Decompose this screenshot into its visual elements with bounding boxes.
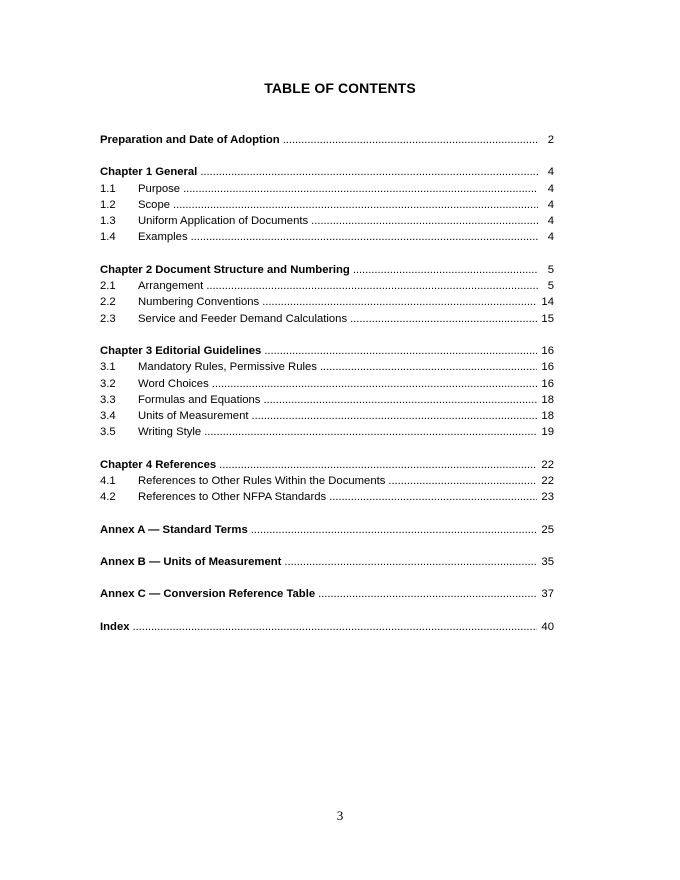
toc-entry-2-2[interactable] — [100, 294, 554, 310]
toc-entry-label: References to Other NFPA Standards — [138, 491, 327, 504]
toc-entry-index[interactable] — [100, 619, 554, 635]
dot-leader — [317, 359, 537, 375]
toc-entry-number: 1.1 — [100, 182, 116, 195]
toc-entry-3-2[interactable] — [100, 376, 554, 392]
toc-entry-preparation[interactable] — [100, 132, 554, 148]
dot-leader — [315, 586, 537, 602]
toc-entry-label: Service and Feeder Demand Calculations — [138, 312, 348, 325]
toc-entry-label: Writing Style — [138, 426, 202, 439]
toc-entry-3-1[interactable] — [100, 359, 554, 375]
toc-entry-page: 22 — [541, 458, 554, 471]
toc-entry-page: 4 — [547, 198, 554, 211]
toc-entry-page: 35 — [541, 555, 554, 568]
toc-entry-label: Index — [100, 620, 130, 633]
toc-entry-label: Annex B — Units of Measurement — [100, 555, 282, 568]
toc-entry-page: 5 — [547, 280, 554, 293]
dot-leader — [347, 311, 537, 327]
toc-entry-label: Examples — [138, 231, 188, 244]
dot-leader — [188, 229, 538, 245]
toc-entry-number: 3.2 — [100, 377, 116, 390]
toc-entry-label: Mandatory Rules, Permissive Rules — [138, 361, 317, 374]
toc-entry-number: 4.1 — [100, 475, 116, 488]
toc-entry-label: Formulas and Equations — [138, 393, 261, 406]
toc-entry-annex-a[interactable] — [100, 522, 554, 538]
toc-entry-page: 40 — [541, 620, 554, 633]
toc-entry-number: 4.2 — [100, 491, 116, 504]
toc-entry-label: Chapter 3 Editorial Guidelines — [100, 344, 262, 357]
toc-entry-page: 18 — [541, 410, 554, 423]
toc-entry-1-2[interactable] — [100, 197, 554, 213]
dot-leader — [385, 473, 537, 489]
toc-entry-page: 16 — [541, 377, 554, 390]
toc-entry-number: 3.1 — [100, 361, 116, 374]
toc-entry-label: Preparation and Date of Adoption — [100, 134, 280, 146]
toc-entry-number: 1.3 — [100, 215, 116, 228]
toc-entry-annex-c[interactable] — [100, 586, 554, 602]
dot-leader — [308, 213, 538, 229]
dot-leader — [170, 197, 538, 213]
toc-entry-label: Units of Measurement — [138, 410, 249, 423]
table-of-contents — [100, 132, 554, 635]
toc-entry-page: 2 — [547, 134, 554, 146]
toc-entry-page: 16 — [541, 344, 554, 357]
toc-entry-label: Purpose — [138, 182, 181, 195]
toc-entry-number: 2.2 — [100, 296, 116, 309]
toc-entry-page: 4 — [547, 215, 554, 228]
toc-entry-number: 1.4 — [100, 231, 116, 244]
toc-entry-1-4[interactable] — [100, 229, 554, 245]
dot-leader — [261, 343, 537, 359]
toc-entry-page: 15 — [541, 312, 554, 325]
toc-entry-4-1[interactable] — [100, 473, 554, 489]
toc-entry-chapter-4[interactable] — [100, 457, 554, 473]
toc-entry-label: Annex A — Standard Terms — [100, 523, 248, 536]
toc-entry-label: Word Choices — [138, 377, 209, 390]
toc-entry-number: 2.3 — [100, 312, 116, 325]
dot-leader — [203, 278, 538, 294]
footer-page-number: 3 — [336, 808, 344, 823]
dot-leader — [281, 554, 537, 570]
toc-entry-page: 25 — [541, 523, 554, 536]
toc-entry-page: 4 — [547, 166, 554, 179]
dot-leader — [249, 408, 538, 424]
dot-leader — [209, 376, 538, 392]
toc-entry-label: Scope — [138, 198, 171, 211]
toc-entry-label: Numbering Conventions — [138, 296, 260, 309]
toc-entry-annex-b[interactable] — [100, 554, 554, 570]
toc-entry-page: 5 — [547, 263, 554, 276]
dot-leader — [259, 294, 537, 310]
toc-entry-3-3[interactable] — [100, 392, 554, 408]
toc-entry-label: Arrangement — [138, 280, 204, 293]
toc-entry-page: 4 — [547, 231, 554, 244]
dot-leader — [130, 619, 538, 635]
dot-leader — [326, 489, 537, 505]
dot-leader — [180, 181, 538, 197]
dot-leader — [350, 262, 538, 278]
dot-leader — [280, 132, 538, 148]
dot-leader — [201, 424, 537, 440]
toc-entry-number: 3.3 — [100, 393, 116, 406]
toc-entry-label: Annex C — Conversion Reference Table — [100, 588, 316, 601]
toc-entry-number: 3.4 — [100, 410, 116, 423]
toc-entry-1-1[interactable] — [100, 181, 554, 197]
toc-entry-label: Chapter 1 General — [100, 166, 198, 179]
dot-leader — [248, 522, 538, 538]
toc-entry-page: 23 — [541, 491, 554, 504]
toc-entry-number: 1.2 — [100, 198, 116, 211]
page-title: TABLE OF CONTENTS — [264, 80, 416, 96]
toc-entry-label: Uniform Application of Documents — [138, 215, 309, 228]
toc-entry-chapter-3[interactable] — [100, 343, 554, 359]
toc-entry-page: 37 — [541, 588, 554, 601]
toc-entry-page: 14 — [541, 296, 554, 309]
toc-entry-3-5[interactable] — [100, 424, 554, 440]
toc-entry-number: 3.5 — [100, 426, 116, 439]
toc-entry-label: References to Other Rules Within the Documents — [138, 475, 386, 488]
toc-entry-2-3[interactable] — [100, 311, 554, 327]
toc-entry-3-4[interactable] — [100, 408, 554, 424]
toc-entry-label: Chapter 2 Document Structure and Numbering — [100, 263, 350, 276]
dot-leader — [216, 457, 537, 473]
toc-entry-page: 19 — [541, 426, 554, 439]
toc-entry-page: 18 — [541, 393, 554, 406]
toc-entry-4-2[interactable] — [100, 489, 554, 505]
dot-leader — [260, 392, 537, 408]
toc-entry-label: Chapter 4 References — [100, 458, 217, 471]
toc-entry-page: 22 — [541, 475, 554, 488]
toc-entry-chapter-1[interactable] — [100, 164, 554, 180]
toc-entry-chapter-2[interactable] — [100, 262, 554, 278]
toc-entry-number: 2.1 — [100, 280, 116, 293]
toc-entry-page: 16 — [541, 361, 554, 374]
dot-leader — [197, 164, 538, 180]
toc-entry-page: 4 — [547, 182, 554, 195]
toc-entry-2-1[interactable] — [100, 278, 554, 294]
toc-entry-1-3[interactable] — [100, 213, 554, 229]
